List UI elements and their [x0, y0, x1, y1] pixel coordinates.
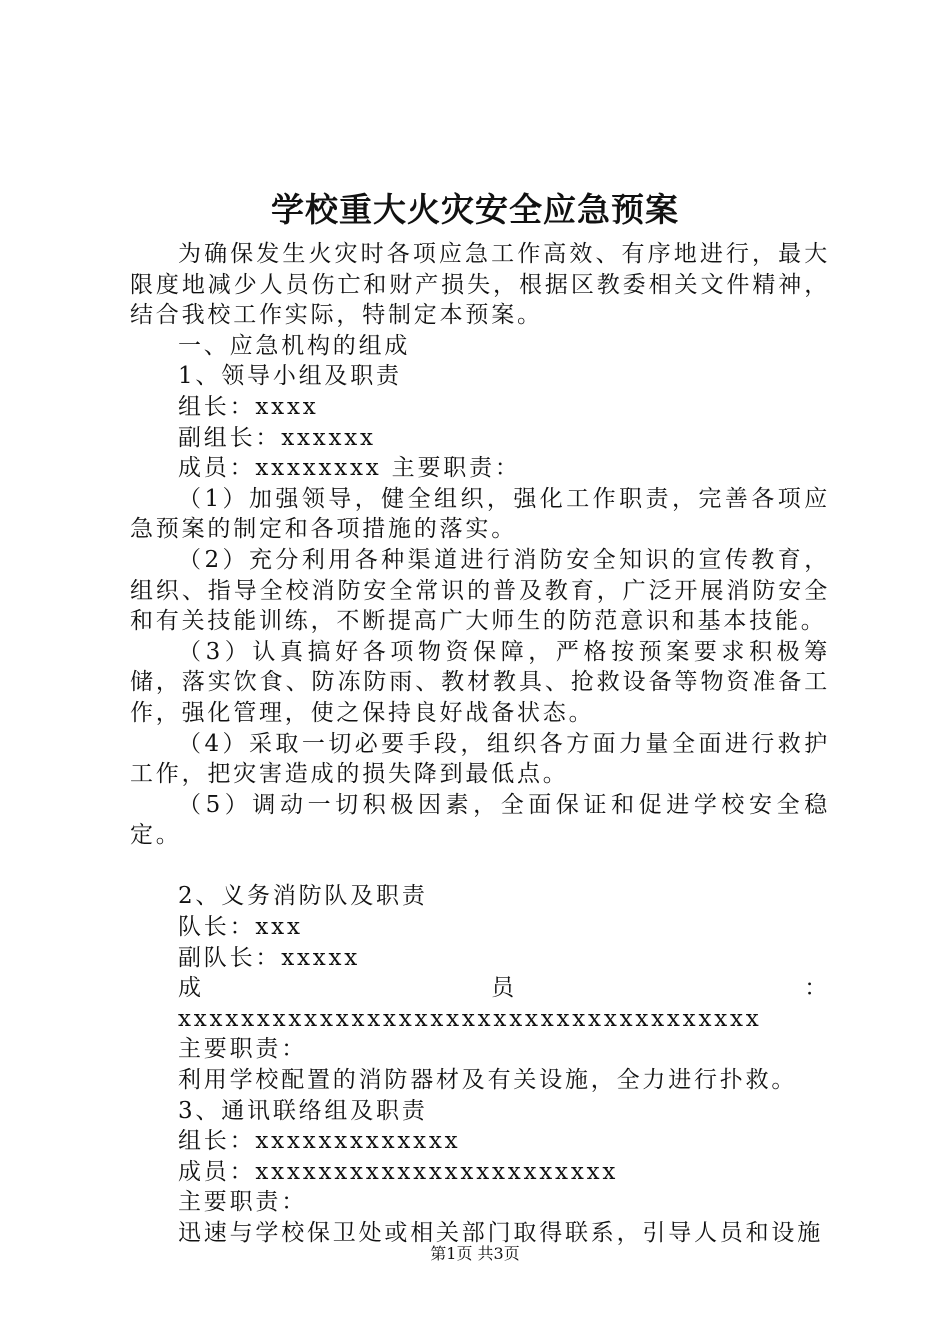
group2-members: 成员：xxxxxxxxxxxxxxxxxxxxxxxxxxxxxxxxxxxxx	[178, 975, 830, 1032]
paragraph-spacer	[130, 851, 830, 882]
group2-deputy: 副队长：xxxxx	[178, 944, 361, 971]
group2-heading: 2、义务消防队及职责	[178, 883, 428, 910]
group1-duty-item: （4）采取一切必要手段，组织各方面力量全面进行救护工作，把灾害造成的损失降到最低点。	[130, 730, 830, 788]
group3-heading: 3、通讯联络组及职责	[178, 1097, 428, 1124]
group1-duty-item: （5）调动一切积极因素，全面保证和促进学校安全稳定。	[130, 791, 830, 849]
document-body	[130, 239, 830, 1249]
group3-duties-text: 迅速与学校保卫处或相关部门取得联系，引导人员和设施	[178, 1220, 823, 1246]
page-footer: 第1页 共3页	[430, 1244, 520, 1263]
group2-duties-text: 利用学校配置的消防器材及有关设施，全力进行扑救。	[178, 1067, 798, 1094]
group1-duty-item: （2）充分利用各种渠道进行消防安全知识的宣传教育，组织、指导全校消防安全常识的普及教育，广泛开展消防安全和有关技能训练，不断提高广大师生的防范意识和基本技能。	[130, 546, 830, 635]
group1-duty-item: （1）加强领导，健全组织，强化工作职责，完善各项应急预案的制定和各项措施的落实。	[130, 485, 830, 543]
group3-duties-label: 主要职责：	[178, 1189, 307, 1216]
group2-leader: 队长：xxx	[178, 914, 303, 941]
group1-members: 成员：xxxxxxxx 主要职责：	[178, 455, 521, 482]
group1-deputy: 副组长：xxxxxx	[178, 424, 376, 451]
group3-leader: 组长：xxxxxxxxxxxxx	[178, 1128, 461, 1155]
group2-duties-label: 主要职责：	[178, 1036, 307, 1063]
group1-duty-item: （3）认真搞好各项物资保障，严格按预案要求积极筹储，落实饮食、防冻防雨、教材教具、抢救设备等物资准备工作，强化管理，使之保持良好战备状态。	[130, 638, 830, 726]
document-title: 学校重大火灾安全应急预案	[271, 190, 679, 229]
group1-heading: 1、领导小组及职责	[178, 363, 402, 390]
group1-leader: 组长：xxxx	[178, 393, 319, 420]
section-heading: 一、应急机构的组成	[178, 332, 411, 359]
intro-paragraph: 为确保发生火灾时各项应急工作高效、有序地进行，最大限度地减少人员伤亡和财产损失，根据区教委相关文件精神，结合我校工作实际，特制定本预案。	[130, 241, 830, 329]
group3-members: 成员：xxxxxxxxxxxxxxxxxxxxxxx	[178, 1158, 619, 1185]
